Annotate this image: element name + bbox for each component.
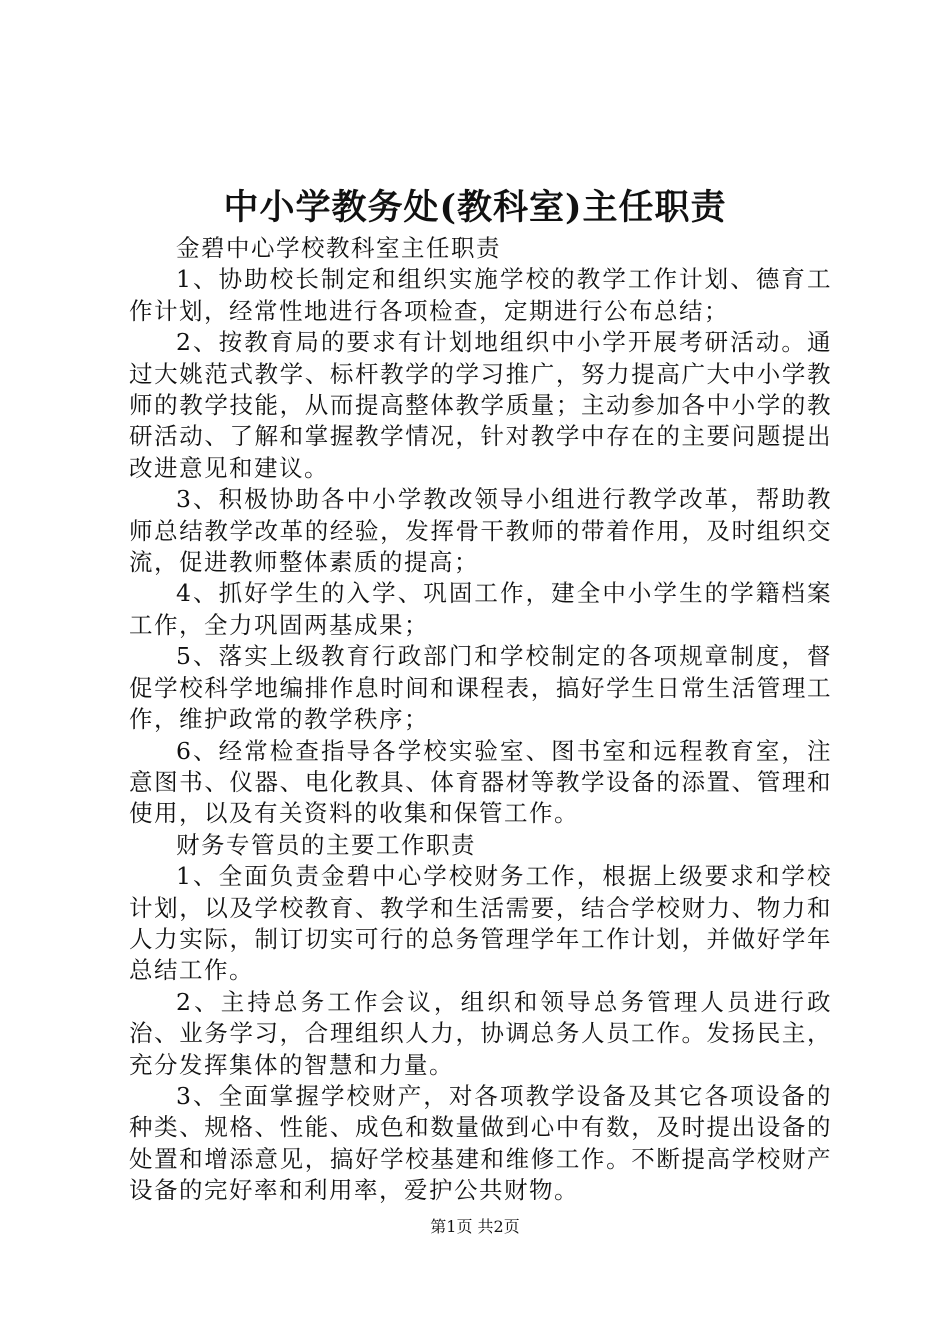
paragraph-duty-1: 1、协助校长制定和组织实施学校的教学工作计划、德育工作计划，经常性地进行各项检查，定期进行公布总结；: [129, 265, 832, 325]
document-body: [129, 233, 832, 1207]
paragraph-heading-finance: 财务专管员的主要工作职责: [176, 830, 476, 859]
paragraph-heading-teaching-office: 金碧中心学校教科室主任职责: [176, 234, 501, 262]
document-title: 中小学教务处(教科室)主任职责: [223, 187, 727, 228]
page-footer: 第1页 共2页: [430, 1217, 520, 1236]
paragraph-duty-5: 5、落实上级教育行政部门和学校制定的各项规章制度，督促学校科学地编排作息时间和课程表，搞好学生日常生活管理工作，维护政常的教学秩序；: [129, 642, 832, 734]
paragraph-duty-6: 6、经常检查指导各学校实验室、图书室和远程教育室，注意图书、仪器、电化教具、体育器材等教学设备的添置、管理和使用，以及有关资料的收集和保管工作。: [129, 736, 832, 828]
paragraph-finance-duty-2: 2、主持总务工作会议，组织和领导总务管理人员进行政治、业务学习，合理组织人力，协调总务人员工作。发扬民主，充分发挥集体的智慧和力量。: [129, 987, 832, 1079]
paragraph-duty-3: 3、积极协助各中小学教改领导小组进行教学改革，帮助教师总结教学改革的经验，发挥骨干教师的带着作用，及时组织交流，促进教师整体素质的提高；: [129, 485, 832, 577]
paragraph-finance-duty-1: 1、全面负责金碧中心学校财务工作，根据上级要求和学校计划，以及学校教育、教学和生活需要，结合学校财力、物力和人力实际，制订切实可行的总务管理学年工作计划，并做好学年总结工作。: [129, 862, 832, 985]
paragraph-duty-2: 2、按教育局的要求有计划地组织中小学开展考研活动。通过大姚范式教学、标杆教学的学习推广，努力提高广大中小学教师的教学技能，从而提高整体教学质量；主动参加各中小学的教研活动、了解和掌握教学情况，针对教学中存在的主要问题提出改进意见和建议。: [129, 328, 832, 482]
paragraph-duty-4: 4、抓好学生的入学、巩固工作，建全中小学生的学籍档案工作，全力巩固两基成果；: [129, 579, 832, 639]
paragraph-finance-duty-3: 3、全面掌握学校财产，对各项教学设备及其它各项设备的种类、规格、性能、成色和数量做到心中有数，及时提出设备的处置和增添意见，搞好学校基建和维修工作。不断提高学校财产设备的完好率和利用率，爱护公共财物。: [129, 1081, 832, 1205]
